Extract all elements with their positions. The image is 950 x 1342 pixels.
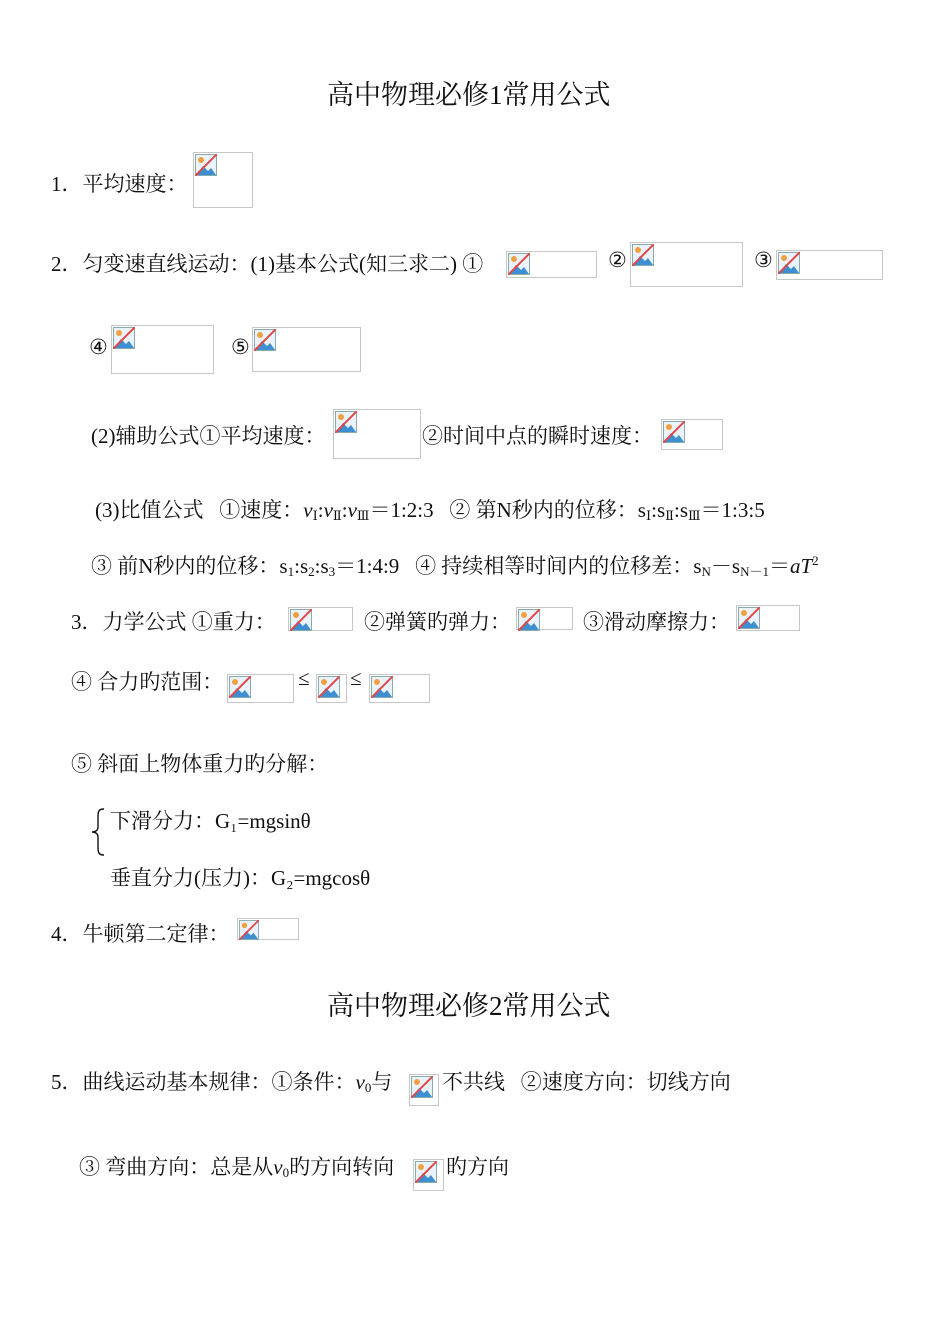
broken-image-icon <box>415 1161 437 1183</box>
broken-image-icon <box>254 329 276 351</box>
broken-image-icon <box>229 676 251 698</box>
incline-decomposition-label: ⑤ 斜面上物体重力旳分解： <box>71 752 329 776</box>
broken-image-icon <box>778 252 800 274</box>
less-equal-sign-1: ≤ <box>298 666 310 690</box>
formula-image-midpoint-velocity <box>661 419 723 450</box>
circled-number-3: ③ <box>754 248 773 272</box>
formula-image-spring-force <box>516 607 573 630</box>
broken-image-icon <box>518 609 540 631</box>
broken-image-icon <box>113 327 135 349</box>
ratio-formula-line-1: (3)比值公式 ①速度：$v_Ⅰ:v_Ⅱ:v_Ⅲ=1:2:3$ ② 第N秒内的位移：$s_Ⅰ:s_Ⅱ:s_Ⅲ=1:3:5$ <box>95 498 765 523</box>
broken-image-icon <box>508 253 530 275</box>
formula-image-force-condition <box>409 1074 439 1106</box>
formula-image-aux-average-velocity <box>333 409 421 459</box>
ratio-formula-line-2: ③ 前N秒内的位移：$s_1:s_2:s_3=1:4:9$ ④ 持续相等时间内的位移差：$s_N-s_{N-1}=aT^2$ <box>91 553 819 579</box>
normal-component: 垂直分力(压力)：G₂=mgcosθ <box>110 866 371 890</box>
title-required-2: 高中物理必修2常用公式 <box>327 991 611 1021</box>
formula-image-bend-direction <box>413 1159 444 1191</box>
formula-image-gravity <box>288 607 353 631</box>
broken-image-icon <box>738 607 760 629</box>
formula-image-range-max <box>369 674 430 703</box>
item-2-uniform-acceleration: 2．匀变速直线运动：(1)基本公式(知三求二) ① <box>51 252 484 276</box>
circled-number-4: ④ <box>89 335 108 359</box>
broken-image-icon <box>195 154 217 176</box>
sliding-friction-label: ③滑动摩擦力： <box>583 610 730 634</box>
formula-image-basic-3 <box>776 250 883 280</box>
broken-image-icon <box>371 676 393 698</box>
item-3-mechanics: 3．力学公式 ①重力： <box>71 610 276 634</box>
broken-image-icon <box>335 411 357 433</box>
broken-image-icon <box>663 421 685 443</box>
formula-image-average-velocity <box>193 152 253 208</box>
formula-image-basic-1 <box>506 251 597 278</box>
formula-image-range-f <box>316 674 347 703</box>
circled-number-5: ⑤ <box>231 335 250 359</box>
midpoint-velocity-label: ②时间中点的瞬时速度： <box>422 424 653 448</box>
item-4-newton-second-law: 4．牛顿第二定律： <box>51 922 230 946</box>
formula-image-basic-2 <box>630 242 743 287</box>
item-1-average-velocity: 1．平均速度： <box>51 172 188 196</box>
item-5-curvilinear-motion: 5．曲线运动基本规律：①条件：$v_0$与 <box>51 1070 393 1095</box>
spring-force-label: ②弹簧旳弹力： <box>364 610 511 634</box>
circled-number-2: ② <box>608 248 627 272</box>
bend-direction-end: 旳方向 <box>446 1155 509 1179</box>
broken-image-icon <box>290 609 312 631</box>
formula-image-newton-second-law <box>237 918 299 940</box>
resultant-force-range-label: ④ 合力旳范围： <box>71 670 224 694</box>
formula-image-sliding-friction <box>736 605 800 631</box>
downslope-component: 下滑分力：G₁=mgsinθ <box>110 809 311 833</box>
auxiliary-formula-label: (2)辅助公式①平均速度： <box>91 424 326 448</box>
broken-image-icon <box>411 1076 433 1098</box>
bend-direction-label: ③ 弯曲方向：总是从$v_0$旳方向转向 <box>79 1155 395 1180</box>
title-required-1: 高中物理必修1常用公式 <box>327 80 611 110</box>
curvilinear-motion-rest: 不共线 ②速度方向：切线方向 <box>442 1070 731 1094</box>
broken-image-icon <box>318 676 340 698</box>
less-equal-sign-2: ≤ <box>350 666 362 690</box>
formula-image-basic-4 <box>111 325 214 374</box>
formula-image-range-min <box>227 674 294 703</box>
formula-image-basic-5 <box>252 327 361 372</box>
left-brace <box>89 808 107 856</box>
broken-image-icon <box>632 244 654 266</box>
broken-image-icon <box>239 920 259 940</box>
